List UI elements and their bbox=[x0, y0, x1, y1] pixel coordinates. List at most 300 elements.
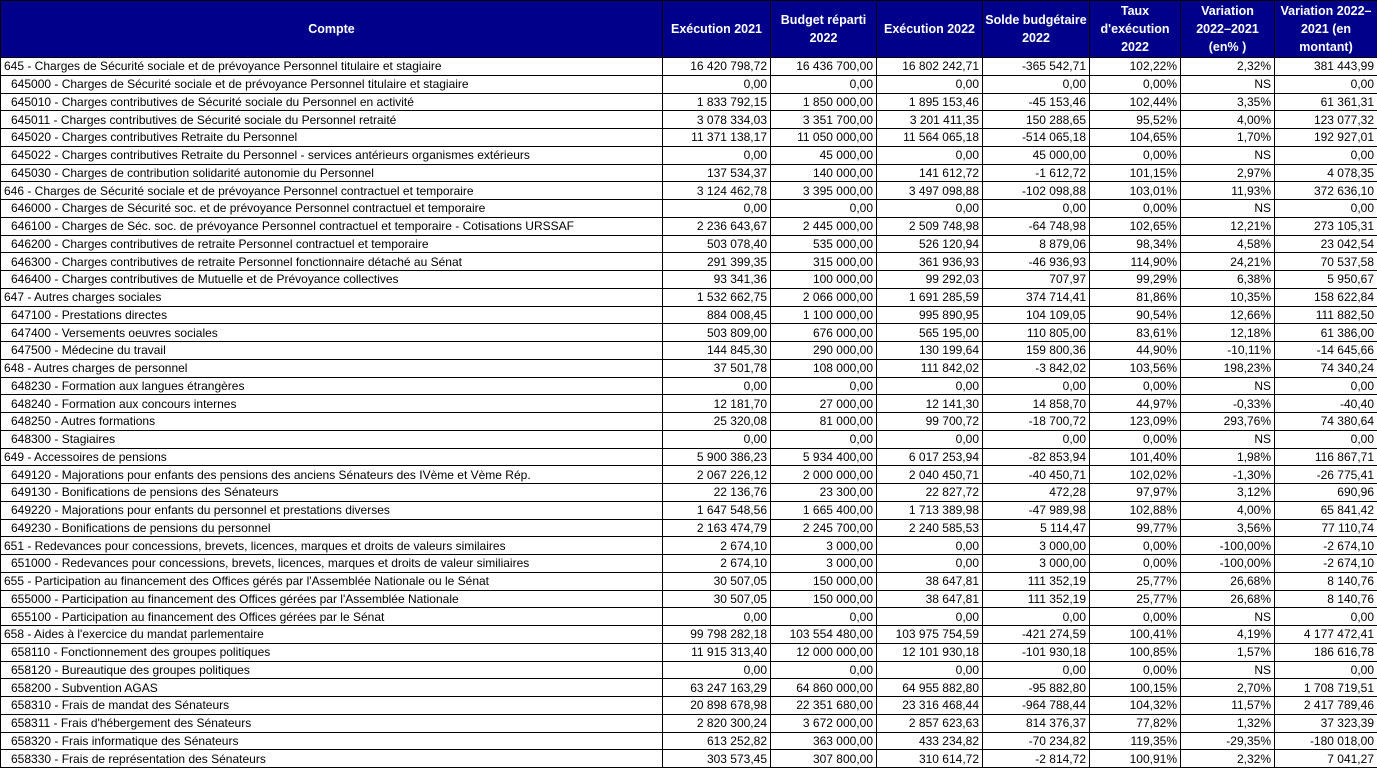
cell-budget-2022: 3 672 000,00 bbox=[771, 714, 877, 732]
cell-compte: 655 - Participation au financement des Offices gérés par l'Assemblée Nationale ou le Sénat bbox=[1, 572, 663, 590]
cell-variation-montant: 192 927,01 bbox=[1275, 129, 1377, 147]
cell-execution-2021: 291 399,35 bbox=[663, 253, 771, 271]
cell-solde-2022: 5 114,47 bbox=[983, 519, 1090, 537]
cell-variation-pct: 4,00% bbox=[1181, 501, 1275, 519]
cell-execution-2022: 64 955 882,80 bbox=[877, 679, 983, 697]
cell-execution-2021: 1 647 548,56 bbox=[663, 501, 771, 519]
cell-taux-execution: 123,09% bbox=[1090, 413, 1181, 431]
cell-execution-2022: 2 040 450,71 bbox=[877, 466, 983, 484]
cell-solde-2022: 110 805,00 bbox=[983, 324, 1090, 342]
table-row bbox=[1, 164, 1377, 182]
table-row bbox=[1, 714, 1377, 732]
cell-solde-2022: -47 989,98 bbox=[983, 501, 1090, 519]
cell-compte: 658330 - Frais de représentation des Sénateurs bbox=[1, 750, 663, 768]
cell-taux-execution: 77,82% bbox=[1090, 714, 1181, 732]
cell-execution-2022: 0,00 bbox=[877, 200, 983, 218]
cell-budget-2022: 315 000,00 bbox=[771, 253, 877, 271]
table-row bbox=[1, 413, 1377, 431]
cell-budget-2022: 307 800,00 bbox=[771, 750, 877, 768]
table-row bbox=[1, 555, 1377, 573]
cell-variation-montant: -2 674,10 bbox=[1275, 537, 1377, 555]
cell-solde-2022: -101 930,18 bbox=[983, 643, 1090, 661]
cell-execution-2022: 433 234,82 bbox=[877, 732, 983, 750]
cell-taux-execution: 103,01% bbox=[1090, 182, 1181, 200]
cell-execution-2022: 361 936,93 bbox=[877, 253, 983, 271]
cell-variation-montant: 37 323,39 bbox=[1275, 714, 1377, 732]
cell-solde-2022: 0,00 bbox=[983, 430, 1090, 448]
cell-variation-pct: 11,57% bbox=[1181, 697, 1275, 715]
cell-compte: 649130 - Bonifications de pensions des Sénateurs bbox=[1, 484, 663, 502]
cell-execution-2022: 38 647,81 bbox=[877, 572, 983, 590]
table-row bbox=[1, 58, 1377, 76]
cell-budget-2022: 2 000 000,00 bbox=[771, 466, 877, 484]
cell-taux-execution: 0,00% bbox=[1090, 430, 1181, 448]
cell-solde-2022: -3 842,02 bbox=[983, 359, 1090, 377]
cell-variation-montant: 111 882,50 bbox=[1275, 306, 1377, 324]
cell-compte: 647 - Autres charges sociales bbox=[1, 288, 663, 306]
table-header bbox=[1, 1, 1377, 58]
cell-solde-2022: -2 814,72 bbox=[983, 750, 1090, 768]
cell-budget-2022: 5 934 400,00 bbox=[771, 448, 877, 466]
cell-budget-2022: 2 445 000,00 bbox=[771, 217, 877, 235]
table-row bbox=[1, 750, 1377, 768]
cell-variation-montant: 0,00 bbox=[1275, 608, 1377, 626]
cell-execution-2021: 11 915 313,40 bbox=[663, 643, 771, 661]
cell-budget-2022: 12 000 000,00 bbox=[771, 643, 877, 661]
cell-variation-montant: 74 380,64 bbox=[1275, 413, 1377, 431]
cell-variation-pct: 26,68% bbox=[1181, 590, 1275, 608]
cell-execution-2021: 16 420 798,72 bbox=[663, 58, 771, 76]
cell-solde-2022: -514 065,18 bbox=[983, 129, 1090, 147]
cell-compte: 645020 - Charges contributives Retraite du Personnel bbox=[1, 129, 663, 147]
cell-execution-2022: 12 141,30 bbox=[877, 395, 983, 413]
cell-taux-execution: 104,65% bbox=[1090, 129, 1181, 147]
cell-variation-montant: 61 386,00 bbox=[1275, 324, 1377, 342]
cell-variation-montant: 273 105,31 bbox=[1275, 217, 1377, 235]
cell-variation-pct: 1,98% bbox=[1181, 448, 1275, 466]
cell-solde-2022: 111 352,19 bbox=[983, 590, 1090, 608]
cell-variation-pct: 4,58% bbox=[1181, 235, 1275, 253]
cell-taux-execution: 25,77% bbox=[1090, 572, 1181, 590]
cell-variation-pct: 1,32% bbox=[1181, 714, 1275, 732]
cell-taux-execution: 0,00% bbox=[1090, 537, 1181, 555]
cell-execution-2022: 11 564 065,18 bbox=[877, 129, 983, 147]
cell-variation-montant: 0,00 bbox=[1275, 377, 1377, 395]
cell-taux-execution: 44,97% bbox=[1090, 395, 1181, 413]
cell-budget-2022: 0,00 bbox=[771, 661, 877, 679]
cell-variation-montant: 4 078,35 bbox=[1275, 164, 1377, 182]
table-row bbox=[1, 484, 1377, 502]
cell-taux-execution: 101,40% bbox=[1090, 448, 1181, 466]
column-header-execution-2021: Exécution 2021 bbox=[663, 1, 771, 58]
cell-compte: 658 - Aides à l'exercice du mandat parlementaire bbox=[1, 626, 663, 644]
cell-solde-2022: 0,00 bbox=[983, 661, 1090, 679]
cell-execution-2022: 0,00 bbox=[877, 377, 983, 395]
cell-compte: 646100 - Charges de Séc. soc. de prévoyance Personnel contractuel et temporaire - Cotisations URSSAF bbox=[1, 217, 663, 235]
cell-taux-execution: 100,91% bbox=[1090, 750, 1181, 768]
cell-variation-montant: 186 616,78 bbox=[1275, 643, 1377, 661]
cell-variation-pct: NS bbox=[1181, 430, 1275, 448]
cell-taux-execution: 102,88% bbox=[1090, 501, 1181, 519]
cell-execution-2022: 310 614,72 bbox=[877, 750, 983, 768]
cell-variation-montant: 8 140,76 bbox=[1275, 572, 1377, 590]
column-header-variation-montant: Variation 2022–2021 (en montant) bbox=[1275, 1, 1377, 58]
column-header-compte: Compte bbox=[1, 1, 663, 58]
table-row bbox=[1, 608, 1377, 626]
cell-compte: 658200 - Subvention AGAS bbox=[1, 679, 663, 697]
cell-compte: 648250 - Autres formations bbox=[1, 413, 663, 431]
cell-execution-2021: 20 898 678,98 bbox=[663, 697, 771, 715]
cell-execution-2022: 99 292,03 bbox=[877, 271, 983, 289]
cell-compte: 648300 - Stagiaires bbox=[1, 430, 663, 448]
cell-compte: 647400 - Versements oeuvres sociales bbox=[1, 324, 663, 342]
cell-variation-montant: 0,00 bbox=[1275, 661, 1377, 679]
cell-variation-montant: -26 775,41 bbox=[1275, 466, 1377, 484]
cell-variation-pct: 2,32% bbox=[1181, 750, 1275, 768]
cell-execution-2021: 11 371 138,17 bbox=[663, 129, 771, 147]
cell-budget-2022: 81 000,00 bbox=[771, 413, 877, 431]
cell-variation-montant: 5 950,67 bbox=[1275, 271, 1377, 289]
cell-solde-2022: 45 000,00 bbox=[983, 146, 1090, 164]
table-row bbox=[1, 182, 1377, 200]
cell-budget-2022: 2 066 000,00 bbox=[771, 288, 877, 306]
cell-solde-2022: -70 234,82 bbox=[983, 732, 1090, 750]
cell-variation-pct: 4,19% bbox=[1181, 626, 1275, 644]
cell-variation-pct: 3,12% bbox=[1181, 484, 1275, 502]
table-row bbox=[1, 342, 1377, 360]
cell-budget-2022: 2 245 700,00 bbox=[771, 519, 877, 537]
cell-solde-2022: -95 882,80 bbox=[983, 679, 1090, 697]
cell-solde-2022: 14 858,70 bbox=[983, 395, 1090, 413]
cell-variation-montant: 4 177 472,41 bbox=[1275, 626, 1377, 644]
cell-compte: 645030 - Charges de contribution solidarité autonomie du Personnel bbox=[1, 164, 663, 182]
cell-taux-execution: 44,90% bbox=[1090, 342, 1181, 360]
cell-budget-2022: 535 000,00 bbox=[771, 235, 877, 253]
cell-execution-2022: 99 700,72 bbox=[877, 413, 983, 431]
cell-budget-2022: 290 000,00 bbox=[771, 342, 877, 360]
cell-execution-2022: 565 195,00 bbox=[877, 324, 983, 342]
cell-compte: 645010 - Charges contributives de Sécurité sociale du Personnel en activité bbox=[1, 93, 663, 111]
cell-execution-2021: 884 008,45 bbox=[663, 306, 771, 324]
cell-budget-2022: 3 000,00 bbox=[771, 537, 877, 555]
cell-execution-2021: 503 078,40 bbox=[663, 235, 771, 253]
cell-execution-2021: 144 845,30 bbox=[663, 342, 771, 360]
cell-solde-2022: -45 153,46 bbox=[983, 93, 1090, 111]
cell-budget-2022: 1 850 000,00 bbox=[771, 93, 877, 111]
cell-variation-pct: 4,00% bbox=[1181, 111, 1275, 129]
cell-solde-2022: 707,97 bbox=[983, 271, 1090, 289]
cell-variation-pct: -100,00% bbox=[1181, 555, 1275, 573]
cell-taux-execution: 0,00% bbox=[1090, 75, 1181, 93]
cell-variation-pct: 12,66% bbox=[1181, 306, 1275, 324]
cell-variation-pct: NS bbox=[1181, 377, 1275, 395]
cell-variation-montant: 0,00 bbox=[1275, 430, 1377, 448]
cell-execution-2022: 16 802 242,71 bbox=[877, 58, 983, 76]
cell-solde-2022: 150 288,65 bbox=[983, 111, 1090, 129]
cell-taux-execution: 102,22% bbox=[1090, 58, 1181, 76]
table-row bbox=[1, 253, 1377, 271]
cell-budget-2022: 3 351 700,00 bbox=[771, 111, 877, 129]
cell-execution-2021: 2 236 643,67 bbox=[663, 217, 771, 235]
cell-taux-execution: 102,44% bbox=[1090, 93, 1181, 111]
cell-compte: 646400 - Charges contributives de Mutuelle et de Prévoyance collectives bbox=[1, 271, 663, 289]
cell-execution-2021: 303 573,45 bbox=[663, 750, 771, 768]
cell-budget-2022: 1 100 000,00 bbox=[771, 306, 877, 324]
cell-compte: 649220 - Majorations pour enfants du personnel et prestations diverses bbox=[1, 501, 663, 519]
cell-execution-2021: 25 320,08 bbox=[663, 413, 771, 431]
cell-compte: 658110 - Fonctionnement des groupes politiques bbox=[1, 643, 663, 661]
cell-variation-montant: -14 645,66 bbox=[1275, 342, 1377, 360]
cell-solde-2022: 472,28 bbox=[983, 484, 1090, 502]
cell-taux-execution: 0,00% bbox=[1090, 661, 1181, 679]
cell-solde-2022: -64 748,98 bbox=[983, 217, 1090, 235]
cell-execution-2022: 2 509 748,98 bbox=[877, 217, 983, 235]
cell-taux-execution: 100,15% bbox=[1090, 679, 1181, 697]
cell-taux-execution: 97,97% bbox=[1090, 484, 1181, 502]
cell-taux-execution: 81,86% bbox=[1090, 288, 1181, 306]
table-row bbox=[1, 643, 1377, 661]
cell-execution-2022: 38 647,81 bbox=[877, 590, 983, 608]
cell-execution-2022: 0,00 bbox=[877, 608, 983, 626]
cell-variation-montant: 2 417 789,46 bbox=[1275, 697, 1377, 715]
cell-compte: 648240 - Formation aux concours internes bbox=[1, 395, 663, 413]
cell-execution-2021: 0,00 bbox=[663, 75, 771, 93]
cell-solde-2022: 0,00 bbox=[983, 75, 1090, 93]
cell-compte: 649120 - Majorations pour enfants des pensions des anciens Sénateurs des IVème et Vème Rép. bbox=[1, 466, 663, 484]
cell-compte: 645011 - Charges contributives de Sécurité sociale du Personnel retraité bbox=[1, 111, 663, 129]
cell-taux-execution: 83,61% bbox=[1090, 324, 1181, 342]
cell-variation-pct: 293,76% bbox=[1181, 413, 1275, 431]
cell-execution-2022: 0,00 bbox=[877, 75, 983, 93]
cell-execution-2021: 30 507,05 bbox=[663, 572, 771, 590]
cell-execution-2022: 22 827,72 bbox=[877, 484, 983, 502]
cell-execution-2021: 63 247 163,29 bbox=[663, 679, 771, 697]
column-header-execution-2022: Exécution 2022 bbox=[877, 1, 983, 58]
cell-execution-2021: 1 833 792,15 bbox=[663, 93, 771, 111]
table-row bbox=[1, 448, 1377, 466]
cell-variation-pct: NS bbox=[1181, 608, 1275, 626]
cell-solde-2022: 0,00 bbox=[983, 200, 1090, 218]
cell-variation-pct: 12,21% bbox=[1181, 217, 1275, 235]
column-header-taux-execution: Taux d'exécution 2022 bbox=[1090, 1, 1181, 58]
cell-taux-execution: 0,00% bbox=[1090, 555, 1181, 573]
cell-taux-execution: 104,32% bbox=[1090, 697, 1181, 715]
cell-taux-execution: 114,90% bbox=[1090, 253, 1181, 271]
table-row bbox=[1, 306, 1377, 324]
cell-variation-pct: 2,70% bbox=[1181, 679, 1275, 697]
cell-budget-2022: 27 000,00 bbox=[771, 395, 877, 413]
cell-variation-pct: -10,11% bbox=[1181, 342, 1275, 360]
cell-compte: 658120 - Bureautique des groupes politiques bbox=[1, 661, 663, 679]
cell-taux-execution: 99,29% bbox=[1090, 271, 1181, 289]
cell-solde-2022: -964 788,44 bbox=[983, 697, 1090, 715]
table-row bbox=[1, 626, 1377, 644]
cell-budget-2022: 0,00 bbox=[771, 430, 877, 448]
cell-solde-2022: -82 853,94 bbox=[983, 448, 1090, 466]
cell-execution-2022: 1 895 153,46 bbox=[877, 93, 983, 111]
cell-compte: 645 - Charges de Sécurité sociale et de prévoyance Personnel titulaire et stagiaire bbox=[1, 58, 663, 76]
cell-variation-pct: NS bbox=[1181, 146, 1275, 164]
cell-execution-2022: 103 975 754,59 bbox=[877, 626, 983, 644]
cell-solde-2022: -421 274,59 bbox=[983, 626, 1090, 644]
table-row bbox=[1, 661, 1377, 679]
cell-execution-2021: 37 501,78 bbox=[663, 359, 771, 377]
cell-taux-execution: 90,54% bbox=[1090, 306, 1181, 324]
table-row bbox=[1, 288, 1377, 306]
cell-execution-2021: 99 798 282,18 bbox=[663, 626, 771, 644]
cell-execution-2022: 526 120,94 bbox=[877, 235, 983, 253]
table-row bbox=[1, 111, 1377, 129]
table-row bbox=[1, 377, 1377, 395]
cell-execution-2021: 2 674,10 bbox=[663, 555, 771, 573]
cell-variation-pct: 3,56% bbox=[1181, 519, 1275, 537]
cell-taux-execution: 25,77% bbox=[1090, 590, 1181, 608]
cell-solde-2022: 3 000,00 bbox=[983, 537, 1090, 555]
cell-variation-pct: -0,33% bbox=[1181, 395, 1275, 413]
cell-compte: 648 - Autres charges de personnel bbox=[1, 359, 663, 377]
cell-execution-2021: 0,00 bbox=[663, 661, 771, 679]
cell-variation-pct: NS bbox=[1181, 200, 1275, 218]
table-row bbox=[1, 519, 1377, 537]
cell-solde-2022: 374 714,41 bbox=[983, 288, 1090, 306]
cell-compte: 649230 - Bonifications de pensions du personnel bbox=[1, 519, 663, 537]
table-row bbox=[1, 235, 1377, 253]
cell-compte: 658311 - Frais d'hébergement des Sénateurs bbox=[1, 714, 663, 732]
cell-compte: 646000 - Charges de Sécurité soc. et de prévoyance Personnel contractuel et temporaire bbox=[1, 200, 663, 218]
cell-variation-montant: 381 443,99 bbox=[1275, 58, 1377, 76]
cell-taux-execution: 95,52% bbox=[1090, 111, 1181, 129]
cell-variation-montant: 158 622,84 bbox=[1275, 288, 1377, 306]
cell-compte: 646 - Charges de Sécurité sociale et de prévoyance Personnel contractuel et temporaire bbox=[1, 182, 663, 200]
table-row bbox=[1, 466, 1377, 484]
cell-taux-execution: 119,35% bbox=[1090, 732, 1181, 750]
cell-variation-montant: 1 708 719,51 bbox=[1275, 679, 1377, 697]
cell-variation-pct: 12,18% bbox=[1181, 324, 1275, 342]
cell-execution-2021: 137 534,37 bbox=[663, 164, 771, 182]
cell-compte: 651000 - Redevances pour concessions, brevets, licences, marques et droits de valeur similiaires bbox=[1, 555, 663, 573]
cell-budget-2022: 0,00 bbox=[771, 377, 877, 395]
cell-execution-2022: 1 691 285,59 bbox=[877, 288, 983, 306]
cell-budget-2022: 140 000,00 bbox=[771, 164, 877, 182]
cell-compte: 658310 - Frais de mandat des Sénateurs bbox=[1, 697, 663, 715]
cell-execution-2021: 30 507,05 bbox=[663, 590, 771, 608]
cell-execution-2021: 0,00 bbox=[663, 146, 771, 164]
cell-variation-pct: 24,21% bbox=[1181, 253, 1275, 271]
cell-variation-pct: 11,93% bbox=[1181, 182, 1275, 200]
table-row bbox=[1, 395, 1377, 413]
cell-execution-2022: 0,00 bbox=[877, 555, 983, 573]
cell-variation-montant: 77 110,74 bbox=[1275, 519, 1377, 537]
cell-variation-pct: NS bbox=[1181, 75, 1275, 93]
cell-execution-2022: 0,00 bbox=[877, 661, 983, 679]
cell-variation-montant: -180 018,00 bbox=[1275, 732, 1377, 750]
cell-budget-2022: 150 000,00 bbox=[771, 590, 877, 608]
cell-taux-execution: 0,00% bbox=[1090, 377, 1181, 395]
cell-execution-2021: 0,00 bbox=[663, 377, 771, 395]
cell-budget-2022: 0,00 bbox=[771, 200, 877, 218]
table-row bbox=[1, 501, 1377, 519]
cell-taux-execution: 102,65% bbox=[1090, 217, 1181, 235]
cell-execution-2022: 1 713 389,98 bbox=[877, 501, 983, 519]
cell-variation-pct: 198,23% bbox=[1181, 359, 1275, 377]
cell-execution-2021: 5 900 386,23 bbox=[663, 448, 771, 466]
cell-execution-2022: 111 842,02 bbox=[877, 359, 983, 377]
cell-execution-2022: 2 240 585,53 bbox=[877, 519, 983, 537]
cell-budget-2022: 363 000,00 bbox=[771, 732, 877, 750]
cell-solde-2022: -1 612,72 bbox=[983, 164, 1090, 182]
cell-taux-execution: 0,00% bbox=[1090, 200, 1181, 218]
cell-compte: 647100 - Prestations directes bbox=[1, 306, 663, 324]
cell-execution-2022: 0,00 bbox=[877, 537, 983, 555]
cell-execution-2021: 0,00 bbox=[663, 430, 771, 448]
cell-variation-montant: 116 867,71 bbox=[1275, 448, 1377, 466]
cell-variation-montant: 690,96 bbox=[1275, 484, 1377, 502]
cell-variation-pct: -100,00% bbox=[1181, 537, 1275, 555]
table-row bbox=[1, 75, 1377, 93]
cell-taux-execution: 99,77% bbox=[1090, 519, 1181, 537]
cell-compte: 655000 - Participation au financement des Offices gérées par l'Assemblée Nationale bbox=[1, 590, 663, 608]
table-row bbox=[1, 732, 1377, 750]
cell-execution-2021: 2 674,10 bbox=[663, 537, 771, 555]
cell-solde-2022: 111 352,19 bbox=[983, 572, 1090, 590]
cell-variation-montant: 0,00 bbox=[1275, 146, 1377, 164]
cell-compte: 646200 - Charges contributives de retraite Personnel contractuel et temporaire bbox=[1, 235, 663, 253]
cell-variation-montant: 23 042,54 bbox=[1275, 235, 1377, 253]
cell-compte: 648230 - Formation aux langues étrangères bbox=[1, 377, 663, 395]
cell-variation-montant: 372 636,10 bbox=[1275, 182, 1377, 200]
cell-variation-pct: NS bbox=[1181, 661, 1275, 679]
cell-execution-2021: 503 809,00 bbox=[663, 324, 771, 342]
cell-variation-montant: 0,00 bbox=[1275, 200, 1377, 218]
cell-execution-2022: 0,00 bbox=[877, 430, 983, 448]
cell-execution-2021: 22 136,76 bbox=[663, 484, 771, 502]
cell-budget-2022: 100 000,00 bbox=[771, 271, 877, 289]
cell-taux-execution: 0,00% bbox=[1090, 146, 1181, 164]
cell-execution-2021: 93 341,36 bbox=[663, 271, 771, 289]
table-row bbox=[1, 93, 1377, 111]
cell-execution-2022: 2 857 623,63 bbox=[877, 714, 983, 732]
cell-variation-pct: 6,38% bbox=[1181, 271, 1275, 289]
column-header-variation-pct: Variation 2022–2021 (en% ) bbox=[1181, 1, 1275, 58]
cell-compte: 647500 - Médecine du travail bbox=[1, 342, 663, 360]
cell-compte: 655100 - Participation au financement des Offices gérées par le Sénat bbox=[1, 608, 663, 626]
cell-solde-2022: 0,00 bbox=[983, 377, 1090, 395]
cell-budget-2022: 23 300,00 bbox=[771, 484, 877, 502]
cell-solde-2022: -40 450,71 bbox=[983, 466, 1090, 484]
cell-taux-execution: 101,15% bbox=[1090, 164, 1181, 182]
cell-variation-montant: -40,40 bbox=[1275, 395, 1377, 413]
cell-execution-2021: 2 820 300,24 bbox=[663, 714, 771, 732]
table-row bbox=[1, 271, 1377, 289]
cell-execution-2021: 3 124 462,78 bbox=[663, 182, 771, 200]
cell-budget-2022: 22 351 680,00 bbox=[771, 697, 877, 715]
cell-taux-execution: 0,00% bbox=[1090, 608, 1181, 626]
cell-execution-2021: 3 078 334,03 bbox=[663, 111, 771, 129]
table-row bbox=[1, 129, 1377, 147]
cell-variation-montant: 0,00 bbox=[1275, 75, 1377, 93]
cell-taux-execution: 102,02% bbox=[1090, 466, 1181, 484]
cell-compte: 651 - Redevances pour concessions, brevets, licences, marques et droits de valeurs similaires bbox=[1, 537, 663, 555]
table-row bbox=[1, 590, 1377, 608]
cell-execution-2021: 2 163 474,79 bbox=[663, 519, 771, 537]
cell-execution-2021: 0,00 bbox=[663, 200, 771, 218]
cell-execution-2021: 12 181,70 bbox=[663, 395, 771, 413]
cell-solde-2022: -365 542,71 bbox=[983, 58, 1090, 76]
cell-execution-2022: 6 017 253,94 bbox=[877, 448, 983, 466]
cell-budget-2022: 676 000,00 bbox=[771, 324, 877, 342]
cell-execution-2021: 0,00 bbox=[663, 608, 771, 626]
cell-budget-2022: 16 436 700,00 bbox=[771, 58, 877, 76]
